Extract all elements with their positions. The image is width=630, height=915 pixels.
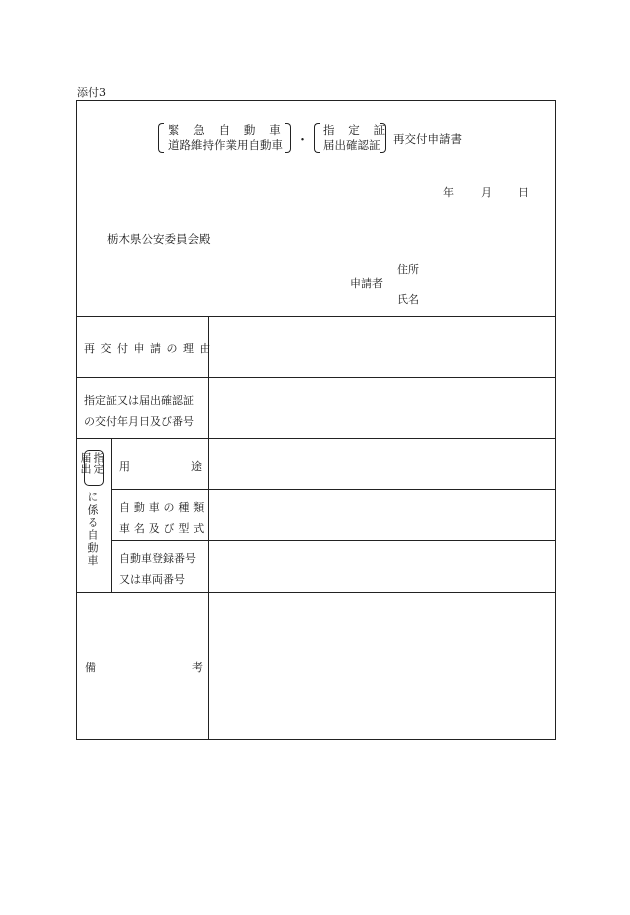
issue-info-label [84, 390, 194, 432]
remarks-label-left: 備 [85, 661, 96, 674]
title-bracket-right-1 [285, 123, 291, 153]
usage-label-left: 用 [119, 460, 130, 473]
registration-line-2: 又は車両番号 [119, 573, 185, 586]
vehicle-type-line-2: 車名及び型式 [119, 522, 209, 535]
divider-row-type [111, 540, 555, 541]
vehicle-group-related-vehicle: に係る自動車 [86, 491, 99, 567]
reissue-reason-label: 再交付申請の理由 [84, 342, 216, 355]
remarks-label-right: 考 [192, 661, 203, 674]
title-reissue-application: 再交付申請書 [393, 132, 462, 146]
registration-label [119, 548, 196, 590]
vehicle-type-line-1: 自動車の種類 [119, 501, 209, 514]
issue-info-line-1: 指定証又は届出確認証 [84, 394, 194, 407]
attachment-label: 添付3 [77, 86, 106, 99]
vehicle-group-designated: 指定 [92, 452, 105, 474]
issue-info-line-2: の交付年月日及び番号 [84, 415, 194, 428]
applicant-label: 申請者 [350, 277, 383, 290]
title-separator: ・ [296, 133, 310, 148]
title-bracket-right-2 [380, 123, 386, 153]
application-form [76, 100, 556, 740]
divider-row-3 [77, 592, 555, 593]
addressee: 栃木県公安委員会殿 [107, 232, 211, 246]
title-bracket-left-2 [314, 123, 320, 153]
divider-row-2 [77, 438, 555, 439]
title-notification-certificate: 届出確認証 [323, 138, 381, 152]
divider-row-1 [77, 377, 555, 378]
divider-header [77, 316, 555, 317]
title-document-type [323, 123, 386, 153]
divider-row-usage [111, 489, 555, 490]
title-designation-certificate: 指 定 証 [323, 123, 387, 137]
vehicle-type-label [119, 497, 208, 539]
applicant-name-label: 氏名 [397, 293, 419, 306]
date-year-label: 年 [443, 186, 454, 199]
usage-label-right: 途 [191, 460, 202, 473]
registration-line-1: 自動車登録番号 [119, 552, 196, 565]
title-vehicle-type [168, 123, 283, 153]
applicant-address-label: 住所 [397, 263, 419, 276]
vehicle-group-notified: 届出 [79, 452, 92, 474]
title-emergency-vehicle: 緊 急 自 動 車 [168, 123, 282, 137]
divider-label-column [208, 316, 209, 740]
title-bracket-left-1 [158, 123, 164, 153]
title-road-maintenance-vehicle: 道路維持作業用自動車 [168, 138, 283, 152]
date-month-label: 月 [481, 186, 492, 199]
divider-vehicle-group [111, 438, 112, 592]
date-day-label: 日 [518, 186, 529, 199]
